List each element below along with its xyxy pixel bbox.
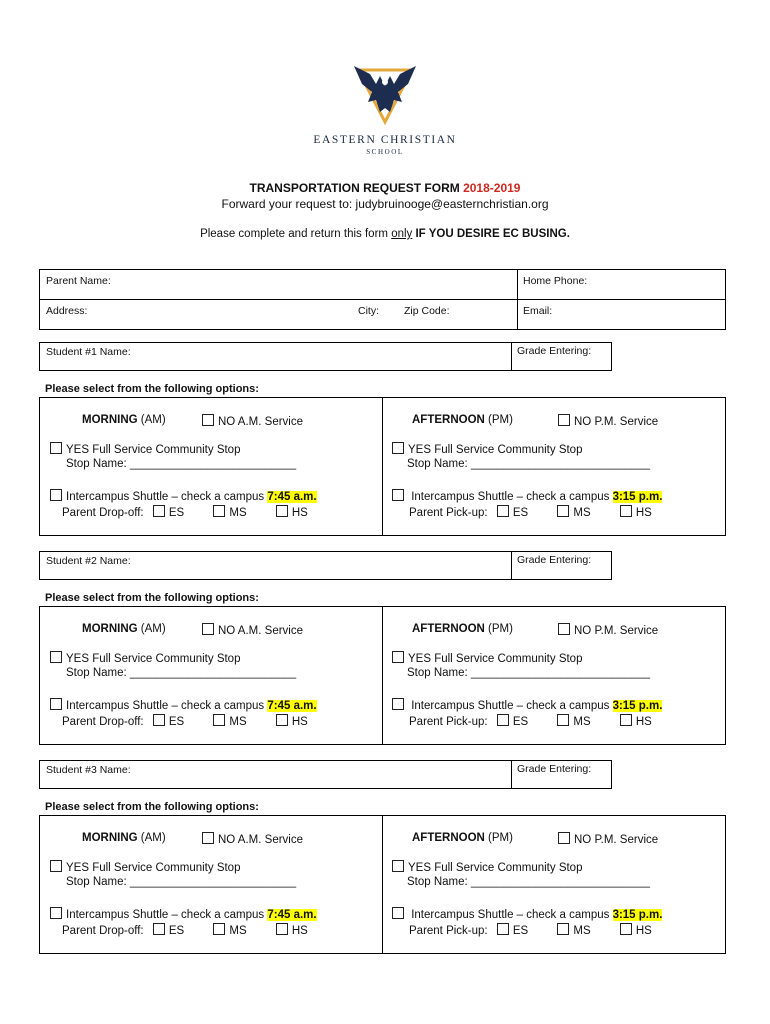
pm-pickup-row: Parent Pick-up: ES MS HS — [409, 925, 652, 937]
am-es-checkbox[interactable]: ES — [153, 507, 184, 519]
form-title: TRANSPORTATION REQUEST FORM 2018-2019 — [249, 181, 521, 195]
student-3-name-box — [39, 760, 612, 789]
options-label: Please select from the following options: — [45, 592, 259, 604]
checkbox-icon — [497, 505, 509, 517]
student-2-name-box — [39, 551, 612, 580]
am-full-service-checkbox[interactable]: YES Full Service Community Stop — [50, 442, 240, 456]
am-shuttle-checkbox[interactable]: Intercampus Shuttle – check a campus 7:45 a.m. — [50, 907, 317, 921]
checkbox-icon — [392, 489, 404, 501]
am-shuttle-time: 7:45 a.m. — [267, 491, 317, 503]
checkbox-icon — [153, 714, 165, 726]
student-1-service-options-box — [39, 397, 726, 536]
checkbox-icon — [557, 923, 569, 935]
school-logo — [0, 62, 770, 156]
parent-info-table — [39, 269, 726, 330]
checkbox-icon — [202, 623, 214, 635]
morning-heading: MORNING (AM) — [82, 623, 166, 635]
school-subtitle: SCHOOL — [366, 148, 404, 156]
checkbox-icon — [558, 414, 570, 426]
morning-heading: MORNING (AM) — [82, 414, 166, 426]
am-ms-checkbox[interactable]: MS — [213, 507, 246, 519]
am-es-checkbox[interactable]: ES — [153, 716, 184, 728]
pm-shuttle-time: 3:15 p.m. — [612, 909, 663, 921]
student-2-grade-entering-field[interactable]: Grade Entering: — [517, 554, 592, 566]
checkbox-icon — [202, 832, 214, 844]
pm-full-service-checkbox[interactable]: YES Full Service Community Stop — [392, 651, 582, 665]
checkbox-icon — [557, 714, 569, 726]
parent-name-field[interactable]: Parent Name: — [46, 275, 111, 287]
am-full-service-checkbox[interactable]: YES Full Service Community Stop — [50, 860, 240, 874]
eagle-crest-icon — [350, 62, 420, 128]
am-hs-checkbox[interactable]: HS — [276, 716, 308, 728]
forward-instruction: Forward your request to: judybruinooge@easternchristian.org — [221, 197, 549, 211]
email-field[interactable]: Email: — [523, 305, 553, 317]
pm-full-service-checkbox[interactable]: YES Full Service Community Stop — [392, 860, 582, 874]
afternoon-heading: AFTERNOON (PM) — [412, 832, 513, 844]
am-hs-checkbox[interactable]: HS — [276, 507, 308, 519]
checkbox-icon — [392, 907, 404, 919]
am-dropoff-row: Parent Drop-off: ES MS HS — [62, 716, 308, 728]
school-name: EASTERN CHRISTIAN — [313, 134, 457, 146]
city-field[interactable]: City: — [358, 305, 379, 317]
am-shuttle-checkbox[interactable]: Intercampus Shuttle – check a campus 7:45 a.m. — [50, 698, 317, 712]
checkbox-icon — [153, 505, 165, 517]
morning-heading: MORNING (AM) — [82, 832, 166, 844]
am-shuttle-time: 7:45 a.m. — [267, 700, 317, 712]
no-pm-service-checkbox[interactable]: NO P.M. Service — [558, 832, 658, 846]
checkbox-icon — [213, 923, 225, 935]
checkbox-icon — [50, 442, 62, 454]
student-3-service-options-box — [39, 815, 726, 954]
student-2-service-options-box — [39, 606, 726, 745]
no-am-service-checkbox[interactable]: NO A.M. Service — [202, 414, 303, 428]
pm-hs-checkbox[interactable]: HS — [620, 716, 652, 728]
checkbox-icon — [153, 923, 165, 935]
no-am-service-checkbox[interactable]: NO A.M. Service — [202, 832, 303, 846]
pm-ms-checkbox[interactable]: MS — [557, 925, 590, 937]
checkbox-icon — [213, 714, 225, 726]
pm-ms-checkbox[interactable]: MS — [557, 716, 590, 728]
pm-stop-name-field[interactable]: Stop Name: ____________________________ — [407, 458, 650, 470]
checkbox-icon — [213, 505, 225, 517]
checkbox-icon — [392, 442, 404, 454]
zip-code-field[interactable]: Zip Code: — [404, 305, 450, 317]
checkbox-icon — [620, 505, 632, 517]
pm-shuttle-checkbox[interactable]: Intercampus Shuttle – check a campus 3:15 p.m. — [392, 907, 662, 921]
no-pm-service-checkbox[interactable]: NO P.M. Service — [558, 623, 658, 637]
pm-pickup-row: Parent Pick-up: ES MS HS — [409, 716, 652, 728]
pm-es-checkbox[interactable]: ES — [497, 925, 528, 937]
student-3-grade-entering-field[interactable]: Grade Entering: — [517, 763, 592, 775]
checkbox-icon — [50, 698, 62, 710]
pm-es-checkbox[interactable]: ES — [497, 507, 528, 519]
student-1-name-field[interactable]: Student #1 Name: — [46, 346, 131, 358]
am-dropoff-row: Parent Drop-off: ES MS HS — [62, 507, 308, 519]
student-1-grade-entering-field[interactable]: Grade Entering: — [517, 345, 592, 357]
checkbox-icon — [557, 505, 569, 517]
checkbox-icon — [392, 651, 404, 663]
afternoon-heading: AFTERNOON (PM) — [412, 414, 513, 426]
pm-shuttle-checkbox[interactable]: Intercampus Shuttle – check a campus 3:15 p.m. — [392, 489, 662, 503]
checkbox-icon — [497, 923, 509, 935]
address-field[interactable]: Address: — [46, 305, 88, 317]
checkbox-icon — [392, 860, 404, 872]
busing-instruction: Please complete and return this form only IF YOU DESIRE EC BUSING. — [200, 228, 570, 240]
no-pm-service-checkbox[interactable]: NO P.M. Service — [558, 414, 658, 428]
pm-full-service-checkbox[interactable]: YES Full Service Community Stop — [392, 442, 582, 456]
am-dropoff-row: Parent Drop-off: ES MS HS — [62, 925, 308, 937]
checkbox-icon — [50, 489, 62, 501]
pm-es-checkbox[interactable]: ES — [497, 716, 528, 728]
am-shuttle-checkbox[interactable]: Intercampus Shuttle – check a campus 7:45 a.m. — [50, 489, 317, 503]
checkbox-icon — [50, 907, 62, 919]
am-stop-name-field[interactable]: Stop Name: __________________________ — [66, 458, 297, 470]
svg-text:1892: 1892 — [380, 74, 390, 79]
pm-stop-name-field[interactable]: Stop Name: ____________________________ — [407, 876, 650, 888]
checkbox-icon — [392, 698, 404, 710]
form-year: 2018-2019 — [463, 181, 521, 195]
student-1-name-box — [39, 342, 612, 371]
checkbox-icon — [50, 651, 62, 663]
no-am-service-checkbox[interactable]: NO A.M. Service — [202, 623, 303, 637]
am-es-checkbox[interactable]: ES — [153, 925, 184, 937]
checkbox-icon — [620, 923, 632, 935]
pm-hs-checkbox[interactable]: HS — [620, 925, 652, 937]
pm-shuttle-time: 3:15 p.m. — [612, 491, 663, 503]
checkbox-icon — [276, 714, 288, 726]
home-phone-field[interactable]: Home Phone: — [523, 275, 588, 287]
am-stop-name-field[interactable]: Stop Name: __________________________ — [66, 667, 297, 679]
pm-stop-name-field[interactable]: Stop Name: ____________________________ — [407, 667, 650, 679]
checkbox-icon — [276, 923, 288, 935]
am-shuttle-time: 7:45 a.m. — [267, 909, 317, 921]
pm-shuttle-checkbox[interactable]: Intercampus Shuttle – check a campus 3:15 p.m. — [392, 698, 662, 712]
checkbox-icon — [558, 832, 570, 844]
checkbox-icon — [276, 505, 288, 517]
checkbox-icon — [497, 714, 509, 726]
pm-ms-checkbox[interactable]: MS — [557, 507, 590, 519]
pm-pickup-row: Parent Pick-up: ES MS HS — [409, 507, 652, 519]
afternoon-heading: AFTERNOON (PM) — [412, 623, 513, 635]
pm-hs-checkbox[interactable]: HS — [620, 507, 652, 519]
pm-shuttle-time: 3:15 p.m. — [612, 700, 663, 712]
student-3-name-field[interactable]: Student #3 Name: — [46, 764, 131, 776]
am-hs-checkbox[interactable]: HS — [276, 925, 308, 937]
checkbox-icon — [620, 714, 632, 726]
am-stop-name-field[interactable]: Stop Name: __________________________ — [66, 876, 297, 888]
student-2-name-field[interactable]: Student #2 Name: — [46, 555, 131, 567]
am-ms-checkbox[interactable]: MS — [213, 925, 246, 937]
checkbox-icon — [50, 860, 62, 872]
checkbox-icon — [202, 414, 214, 426]
checkbox-icon — [558, 623, 570, 635]
options-label: Please select from the following options: — [45, 801, 259, 813]
am-full-service-checkbox[interactable]: YES Full Service Community Stop — [50, 651, 240, 665]
options-label: Please select from the following options: — [45, 383, 259, 395]
am-ms-checkbox[interactable]: MS — [213, 716, 246, 728]
